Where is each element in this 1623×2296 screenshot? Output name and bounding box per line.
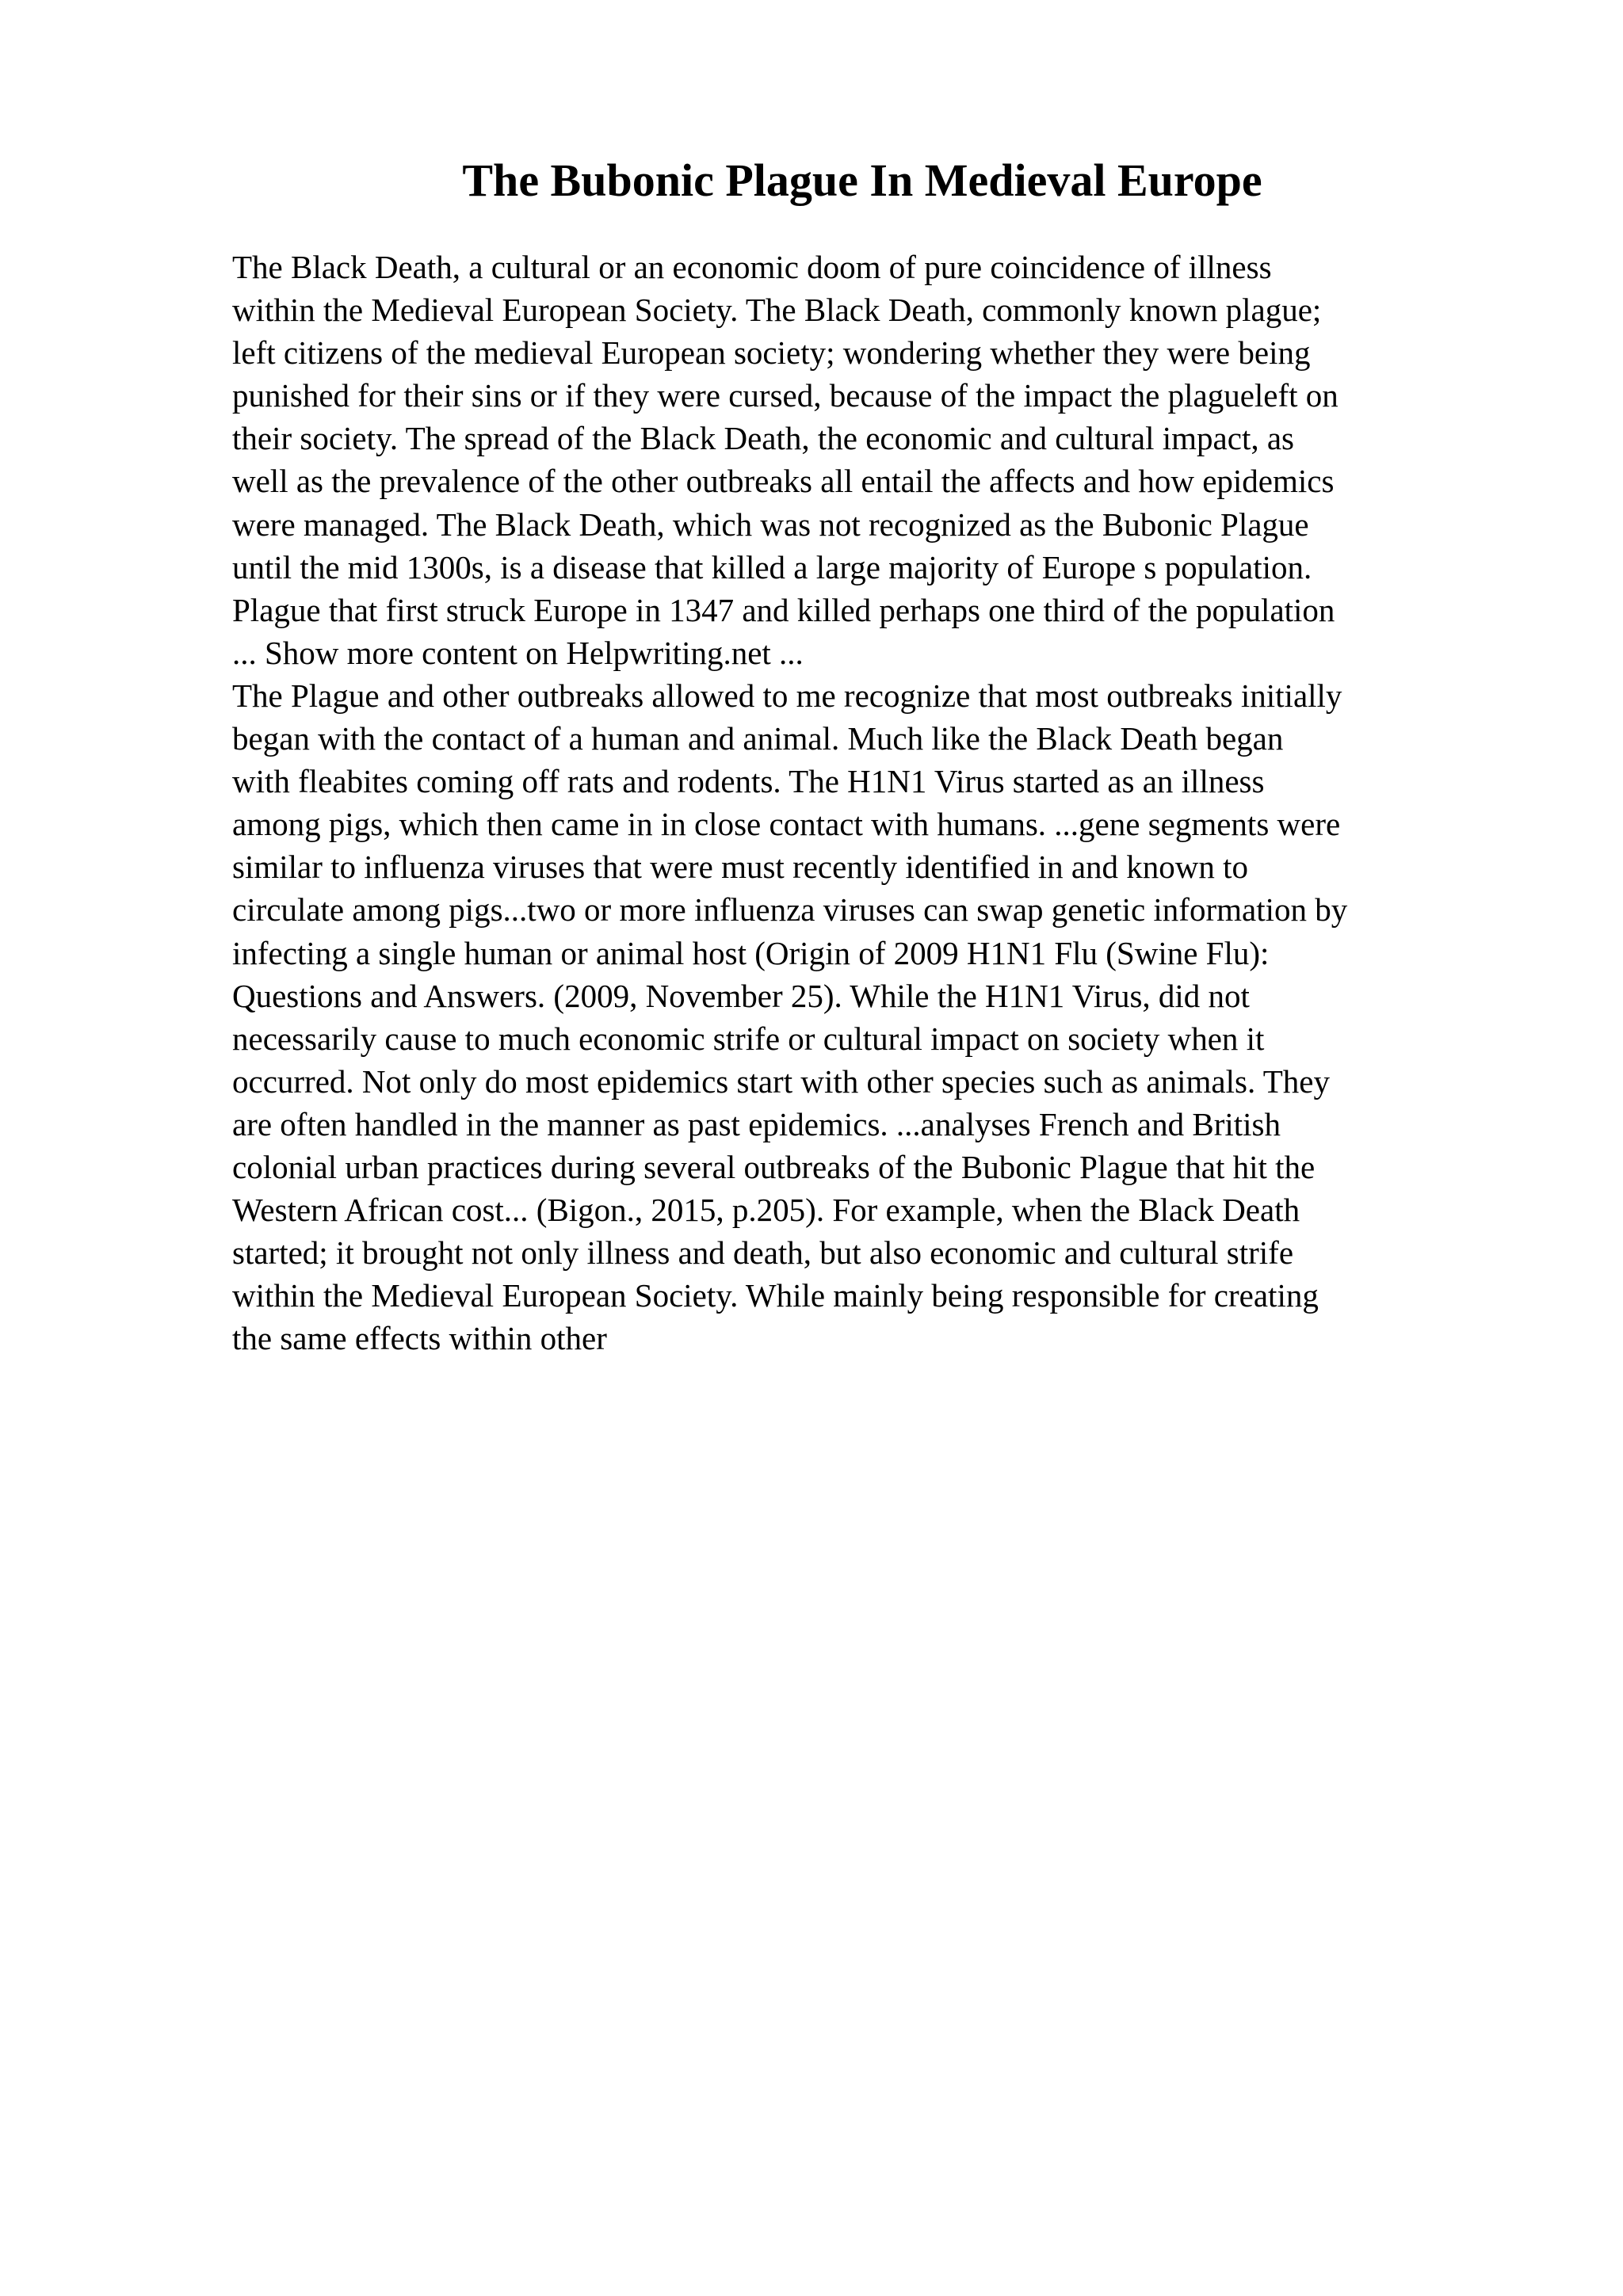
body-line: with fleabites coming off rats and rodents. The H1N1 Virus started as an illness xyxy=(232,763,1265,800)
body-line: The Black Death, a cultural or an economic doom of pure coincidence of illness xyxy=(232,249,1272,285)
body-line: until the mid 1300s, is a disease that killed a large majority of Europe s population. xyxy=(232,548,1312,585)
body-line: left citizens of the medieval European society; wondering whether they were being xyxy=(232,334,1311,372)
body-line: necessarily cause to much economic strife or cultural impact on society when it xyxy=(232,1020,1265,1057)
body-line: circulate among pigs...two or more influenza viruses can swap genetic information by xyxy=(232,891,1348,929)
body-line: similar to influenza viruses that were must recently identified in and known to xyxy=(232,849,1249,886)
body-line: started; it brought not only illness and death, but also economic and cultural strife xyxy=(232,1234,1294,1272)
body-line: Questions and Answers. (2009, November 25). While the H1N1 Virus, did not xyxy=(232,977,1250,1014)
body-line: are often handled in the manner as past epidemics. ...analyses French and British xyxy=(232,1105,1281,1142)
body-line: infecting a single human or animal host (Origin of 2009 H1N1 Flu (Swine Flu): xyxy=(232,934,1270,971)
body-line: within the Medieval European Society. The Black Death, commonly known plague; xyxy=(232,292,1322,329)
body-line: their society. The spread of the Black Death, the economic and cultural impact, as xyxy=(232,420,1294,457)
body-line: within the Medieval European Society. While mainly being responsible for creating xyxy=(232,1277,1319,1314)
body-line: began with the contact of a human and animal. Much like the Black Death began xyxy=(232,720,1284,757)
body-line: among pigs, which then came in in close contact with humans. ...gene segments were xyxy=(232,806,1341,843)
body-line: well as the prevalence of the other outbreaks all entail the affects and how epidemics xyxy=(232,463,1335,500)
body-line: occurred. Not only do most epidemics start with other species such as animals. They xyxy=(232,1062,1330,1100)
body-line: The Plague and other outbreaks allowed to me recognize that most outbreaks initially xyxy=(232,677,1342,714)
document-title: The Bubonic Plague In Medieval Europe xyxy=(462,154,1262,206)
show-more-link[interactable]: ... Show more content on Helpwriting.net ... xyxy=(232,634,804,671)
body-line: were managed. The Black Death, which was not recognized as the Bubonic Plague xyxy=(232,505,1309,543)
body-line: the same effects within other xyxy=(232,1320,607,1357)
document-body xyxy=(232,246,1516,1360)
body-line: Plague that first struck Europe in 1347 and killed perhaps one third of the population xyxy=(232,591,1335,628)
body-line: colonial urban practices during several outbreaks of the Bubonic Plague that hit the xyxy=(232,1148,1316,1185)
body-line: Western African cost... (Bigon., 2015, p.205). For example, when the Black Death xyxy=(232,1192,1300,1229)
body-line: punished for their sins or if they were cursed, because of the impact the plagueleft on xyxy=(232,377,1338,414)
